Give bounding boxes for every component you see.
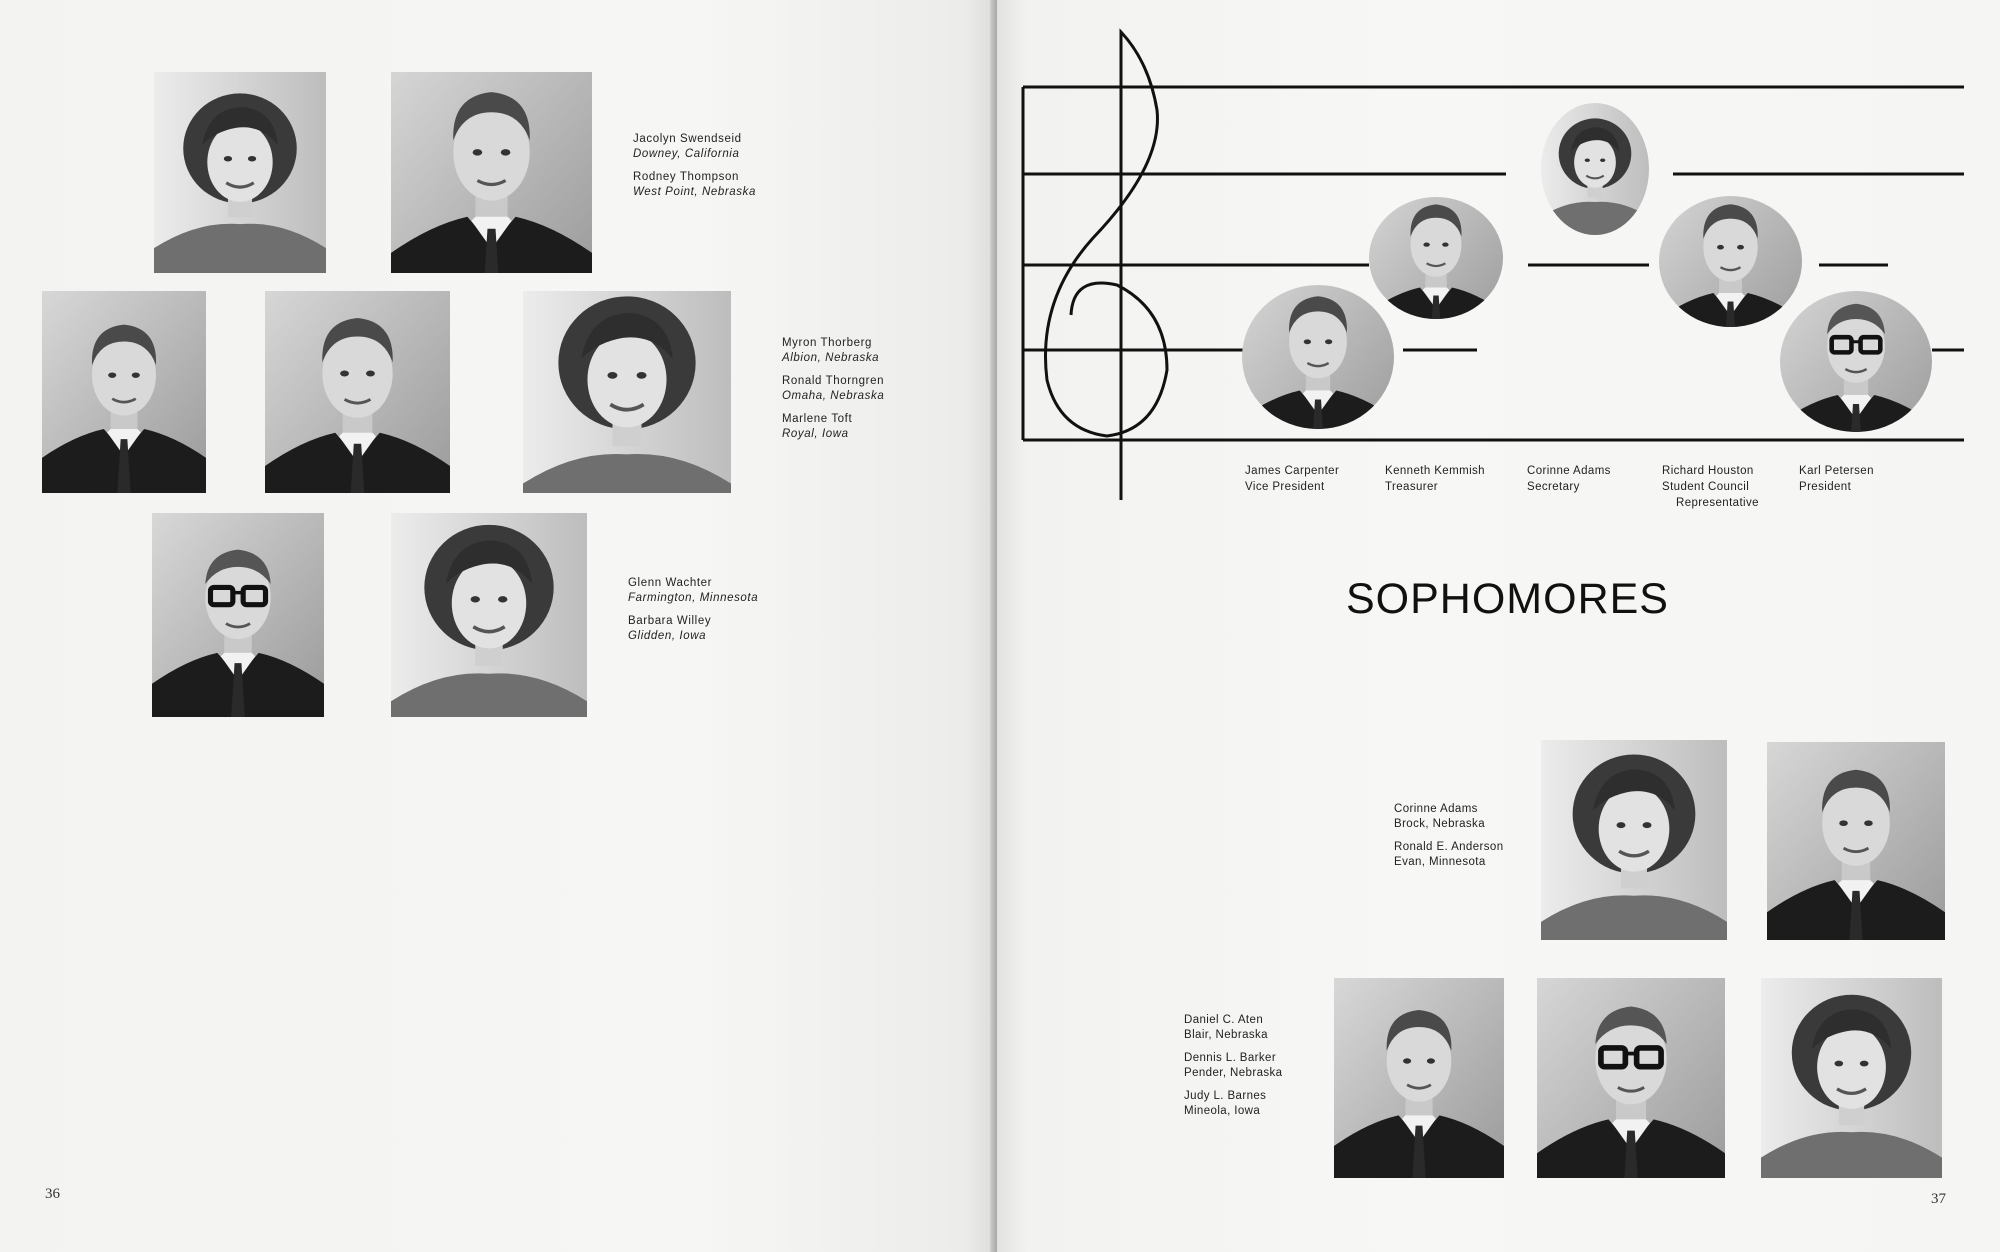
caption-group-1 <box>633 132 756 200</box>
officer-name: Corinne Adams <box>1527 465 1611 477</box>
portrait-judy-l-barnes <box>1761 978 1942 1178</box>
portrait-corinne-adams <box>1541 740 1727 940</box>
student-name: Daniel C. Aten <box>1184 1014 1264 1026</box>
officer-role: Vice President <box>1245 481 1325 493</box>
student-hometown: Farmington, Minnesota <box>628 592 759 604</box>
left-page <box>0 0 995 1252</box>
portrait-barbara-willey <box>391 513 587 717</box>
officer-role: Secretary <box>1527 481 1580 493</box>
student-name: Rodney Thompson <box>633 171 739 183</box>
student-hometown: Brock, Nebraska <box>1394 818 1486 830</box>
portrait-ronald-thorngren <box>265 291 450 493</box>
officer-role: Student Council <box>1662 481 1750 493</box>
student-hometown: Albion, Nebraska <box>782 352 880 364</box>
student-hometown: Pender, Nebraska <box>1184 1067 1283 1079</box>
student-name: Dennis L. Barker <box>1184 1052 1277 1064</box>
student-hometown: West Point, Nebraska <box>633 186 757 198</box>
caption-group-5 <box>1184 1013 1282 1119</box>
portrait-rodney-thompson <box>391 72 592 273</box>
officer-portrait-richard-houston <box>1659 196 1802 327</box>
portrait-myron-thorberg <box>42 291 206 493</box>
student-hometown: Omaha, Nebraska <box>782 390 885 402</box>
officer-name: Kenneth Kemmish <box>1385 465 1485 477</box>
officer-name: Karl Petersen <box>1799 465 1874 477</box>
student-hometown: Mineola, Iowa <box>1184 1105 1261 1117</box>
officer-role: Treasurer <box>1385 481 1439 493</box>
right-page <box>997 0 2000 1252</box>
officer-portrait-james-carpenter <box>1242 285 1394 429</box>
student-hometown: Evan, Minnesota <box>1394 856 1486 868</box>
officer-portrait-kenneth-kemmish <box>1369 197 1503 319</box>
officer-caption <box>1662 463 1759 511</box>
portrait-glenn-wachter <box>152 513 324 717</box>
officer-role: President <box>1799 481 1852 493</box>
section-title: SOPHOMORES <box>1346 575 1669 623</box>
student-name: Barbara Willey <box>628 615 712 627</box>
page-number: 36 <box>45 1186 60 1202</box>
portrait-dennis-l-barker <box>1537 978 1725 1178</box>
student-hometown: Downey, California <box>633 148 740 160</box>
officer-name: James Carpenter <box>1245 465 1340 477</box>
officer-caption <box>1385 463 1485 495</box>
officer-caption <box>1799 463 1874 495</box>
portrait-marlene-toft <box>523 291 731 493</box>
student-hometown: Blair, Nebraska <box>1184 1029 1268 1041</box>
officer-portrait-corinne-adams <box>1541 103 1649 235</box>
page-number: 37 <box>1931 1191 1946 1207</box>
caption-group-4 <box>1394 802 1504 870</box>
officer-caption <box>1527 463 1611 495</box>
officer-role-continued: Representative <box>1676 497 1759 509</box>
student-name: Corinne Adams <box>1394 803 1478 815</box>
student-hometown: Glidden, Iowa <box>628 630 707 642</box>
officer-caption <box>1245 463 1339 495</box>
student-name: Judy L. Barnes <box>1184 1090 1267 1102</box>
student-name: Ronald Thorngren <box>782 375 885 387</box>
student-name: Jacolyn Swendseid <box>633 133 742 145</box>
portrait-daniel-c-aten <box>1334 978 1504 1178</box>
student-name: Marlene Toft <box>782 413 853 425</box>
caption-group-3 <box>628 576 758 644</box>
student-name: Myron Thorberg <box>782 337 873 349</box>
officer-name: Richard Houston <box>1662 465 1754 477</box>
student-hometown: Royal, Iowa <box>782 428 849 440</box>
portrait-ronald-e-anderson <box>1767 742 1945 940</box>
student-name: Ronald E. Anderson <box>1394 841 1504 853</box>
portrait-jacolyn-swendseid <box>154 72 326 273</box>
caption-group-2 <box>782 336 884 442</box>
student-name: Glenn Wachter <box>628 577 713 589</box>
officer-portrait-karl-petersen <box>1780 291 1932 432</box>
